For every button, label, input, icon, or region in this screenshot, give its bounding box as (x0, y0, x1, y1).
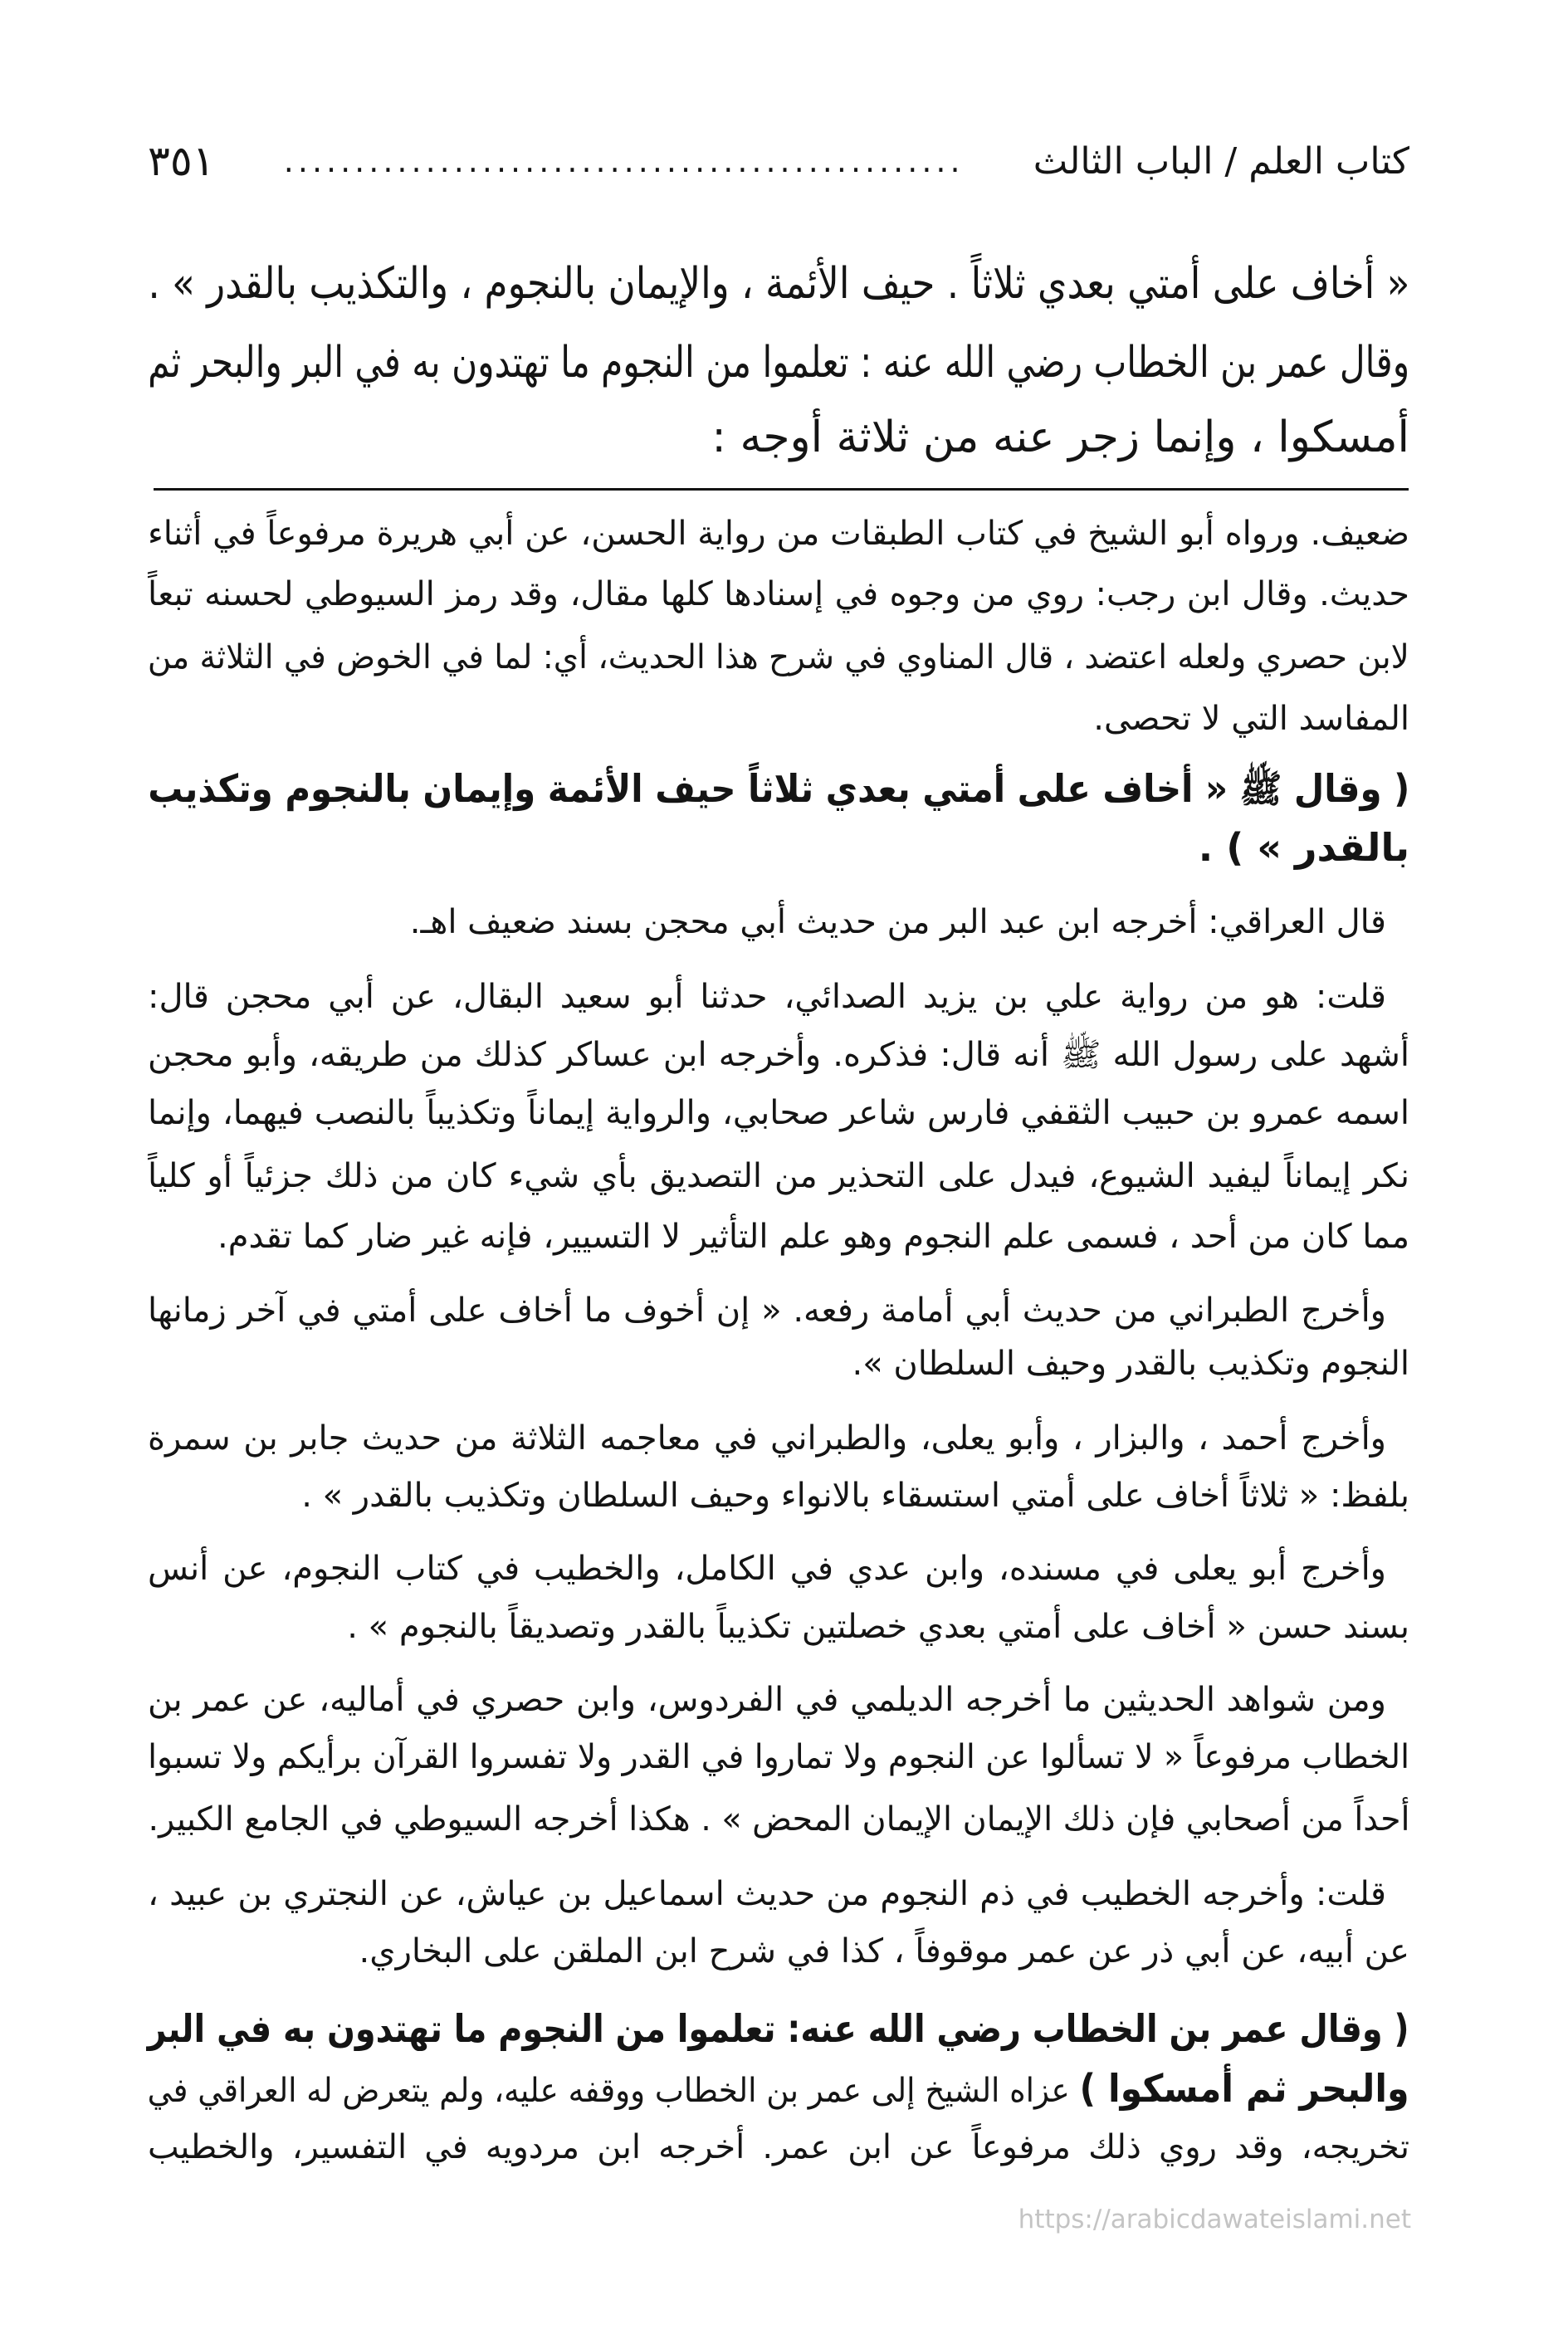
commentary-line: وأخرج أبو يعلى في مسنده، وابن عدي في الكامل، والخطيب في كتاب النجوم، عن أنس (148, 1550, 1386, 1588)
page-number: ٣٥١ (148, 137, 215, 185)
main-text-line: أمسكوا ، وإنما زجر عنه من ثلاثة أوجه : (711, 413, 1409, 462)
footnote-line: ضعيف. ورواه أبو الشيخ في كتاب الطبقات من رواية الحسن، عن أبي هريرة مرفوعاً في أثناء (148, 515, 1409, 553)
umar-mixed-line (148, 2059, 1409, 2117)
separator-rule (154, 488, 1409, 491)
commentary-line: نكر إيماناً ليفيد الشيوع، فيدل على التحذير من التصديق بأي شيء كان من ذلك جزئياً أو كلياً (148, 1157, 1409, 1195)
commentary-line: ومن شواهد الحديثين ما أخرجه الديلمي في الفردوس، وابن حصري في أماليه، عن عمر بن (148, 1681, 1386, 1719)
umar-heading-line: ( وقال عمر بن الخطاب رضي الله عنه: تعلموا من النجوم ما تهتدون به في البر (148, 2006, 1409, 2051)
commentary-line: اسمه عمرو بن حبيب الثقفي فارس شاعر صحابي، والرواية إيماناً وتكذيباً بالنصب فيهما، وإنما (148, 1094, 1409, 1132)
commentary-line: مما كان من أحد ، فسمى علم النجوم وهو علم التأثير لا التسيير، فإنه غير ضار كما تقدم. (217, 1218, 1409, 1256)
commentary-line: عن أبيه، عن أبي ذر عن عمر موقوفاً ، كذا في شرح ابن الملقن على البخاري. (359, 1932, 1409, 1970)
chapter-title: كتاب العلم / الباب الثالث (1033, 139, 1409, 183)
footnote-line: المفاسد التي لا تحصى. (1093, 700, 1409, 738)
commentary-line: وأخرج أحمد ، والبزار ، وأبو يعلى، والطبراني في معاجمه الثلاثة من حديث جابر بن سمرة (148, 1419, 1386, 1458)
footnote-line: لابن حصري ولعله اعتضد ، قال المناوي في شرح هذا الحديث، أي: لما في الخوض في الثلاثة من (148, 638, 1409, 676)
commentary-line: قلت: هو من رواية علي بن يزيد الصدائي، حدثنا أبو سعيد البقال، عن أبي محجن قال: (148, 978, 1386, 1016)
commentary-line: بسند حسن « أخاف على أمتي بعدي خصلتين تكذيباً بالقدر وتصديقاً بالنجوم » . (347, 1608, 1409, 1646)
hadith-heading-line: بالقدر » ) . (1198, 825, 1409, 870)
hadith-heading-line: ( وقال ﷺ « أخاف على أمتي بعدي ثلاثاً حيف الأئمة وإيمان بالنجوم وتكذيب (148, 766, 1409, 811)
commentary-line: قلت: وأخرجه الخطيب في ذم النجوم من حديث اسماعيل بن عياش، عن النجتري بن عبيد ، (148, 1875, 1386, 1913)
watermark-url: https://arabicdawateislami.net (1018, 2205, 1411, 2234)
iraqi-line: قال العراقي: أخرجه ابن عبد البر من حديث أبي محجن بسند ضعيف اهـ. (409, 903, 1386, 941)
commentary-line: النجوم وتكذيب بالقدر وحيف السلطان ». (852, 1345, 1409, 1383)
running-header (148, 132, 1409, 190)
commentary-line: تخريجه، وقد روي ذلك مرفوعاً عن ابن عمر. أخرجه ابن مردويه في التفسير، والخطيب (148, 2128, 1409, 2166)
leader-dots: ................................................ (283, 143, 965, 179)
commentary-line: أحداً من أصحابي فإن ذلك الإيمان الإيمان المحض » . هكذا أخرجه السيوطي في الجامع الكبير. (148, 1800, 1409, 1839)
commentary-line: وأخرج الطبراني من حديث أبي أمامة رفعه. « إن أخوف ما أخاف على أمتي في آخر زمانها (148, 1292, 1386, 1330)
commentary-line: بلفظ: « ثلاثاً أخاف على أمتي استسقاء بالانواء وحيف السلطان وتكذيب بالقدر » . (301, 1477, 1409, 1515)
umar-commentary-text: عزاه الشيخ إلى عمر بن الخطاب ووقفه عليه، ولم يتعرض له العراقي في (148, 2072, 1071, 2110)
main-text-line: وقال عمر بن الخطاب رضي الله عنه : تعلموا من النجوم ما تهتدون به في البر والبحر ثم (148, 338, 1409, 388)
umar-heading-bold-text: والبحر ثم أمسكوا ) (1079, 2066, 1409, 2111)
footnote-line: حديث. وقال ابن رجب: روي من وجوه في إسنادها كلها مقال، وقد رمز السيوطي لحسنه تبعاً (148, 575, 1409, 613)
commentary-line: الخطاب مرفوعاً « لا تسألوا عن النجوم ولا تماروا في القدر ولا تفسروا القرآن برأيكم ولا تسبوا (148, 1738, 1409, 1776)
main-text-line: « أخاف على أمتي بعدي ثلاثاً . حيف الأئمة ، والإيمان بالنجوم ، والتكذيب بالقدر » . (148, 259, 1409, 309)
commentary-line: أشهد على رسول الله ﷺ أنه قال: فذكره. وأخرجه ابن عساكر كذلك من طريقه، وأبو محجن (148, 1036, 1409, 1074)
